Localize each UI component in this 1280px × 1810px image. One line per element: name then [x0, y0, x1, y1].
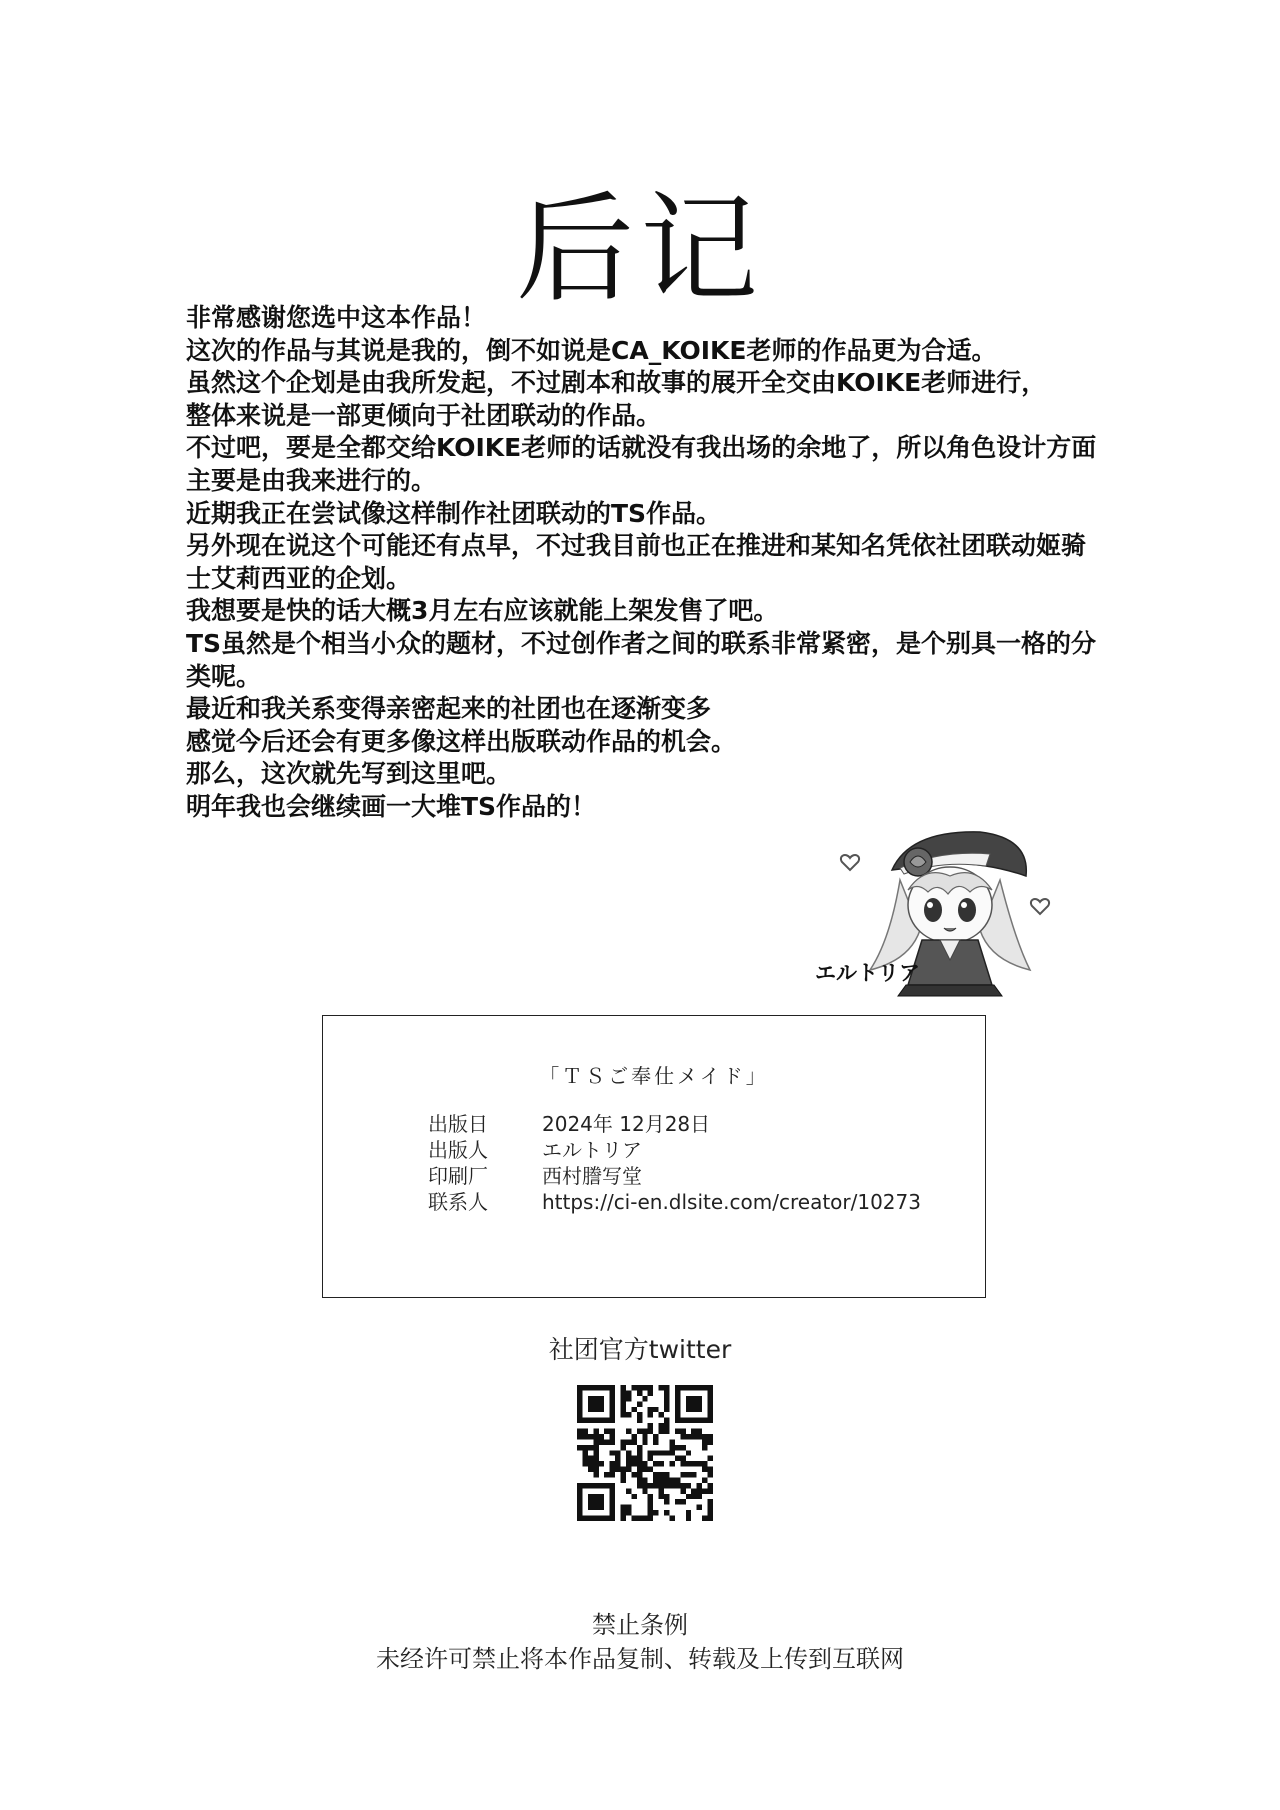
colophon-value: エルトリア	[542, 1138, 642, 1162]
qr-code[interactable]	[577, 1385, 713, 1521]
colophon-row	[428, 1137, 921, 1163]
colophon-box	[322, 1015, 986, 1298]
body-line: 非常感谢您选中这本作品！	[186, 303, 487, 332]
body-line: 这次的作品与其说是我的，倒不如说是CA_KOIKE老师的作品更为合适。	[186, 335, 997, 365]
body-line: 近期我正在尝试像这样制作社团联动的TS作品。	[186, 498, 722, 528]
body-line: 不过吧，要是全都交给KOIKE老师的话就没有我出场的余地了，所以角色设计方面	[186, 433, 1097, 463]
prohibition-text: 未经许可禁止将本作品复制、转载及上传到互联网	[376, 1645, 904, 1673]
colophon-label: 印刷厂	[428, 1164, 488, 1188]
colophon-value: 西村謄写堂	[542, 1164, 642, 1188]
afterword-body	[186, 302, 1176, 824]
body-line: TS虽然是个相当小众的题材，不过创作者之间的联系非常紧密，是个别具一格的分	[186, 628, 1097, 658]
body-line: 另外现在说这个可能还有点早，不过我目前也正在推进和某知名凭依社团联动姬骑	[186, 531, 1087, 561]
colophon-row	[428, 1189, 921, 1215]
body-line: 明年我也会继续画一大堆TS作品的！	[186, 791, 597, 821]
colophon-label: 出版日	[428, 1112, 488, 1136]
colophon-label: 出版人	[428, 1138, 488, 1162]
body-line: 士艾莉西亚的企划。	[186, 563, 412, 593]
body-line: 主要是由我来进行的。	[186, 465, 437, 495]
body-line: 最近和我关系变得亲密起来的社团也在逐渐变多	[186, 694, 712, 724]
body-line: 虽然这个企划是由我所发起，不过剧本和故事的展开全交由KOIKE老师进行，	[186, 368, 1047, 398]
body-line: 类呢。	[186, 661, 262, 691]
colophon-value: 2024年 12月28日	[542, 1112, 711, 1136]
author-signature: エルトリア	[815, 960, 920, 985]
contact-url[interactable]: https://ci-en.dlsite.com/creator/10273	[542, 1190, 921, 1214]
body-line: 整体来说是一部更倾向于社团联动的作品。	[186, 400, 662, 430]
twitter-label: 社团官方twitter	[548, 1335, 732, 1364]
colophon-row	[428, 1111, 921, 1137]
body-line: 我想要是快的话大概3月左右应该就能上架发售了吧。	[186, 596, 779, 626]
colophon-row	[428, 1163, 921, 1189]
colophon-rows	[428, 1111, 921, 1215]
colophon-label: 联系人	[428, 1190, 488, 1214]
work-title: 「ＴＳご奉仕メイド」	[539, 1064, 769, 1088]
body-line: 那么，这次就先写到这里吧。	[186, 759, 512, 789]
page-title: 后记	[515, 180, 764, 319]
prohibition-heading: 禁止条例	[592, 1611, 688, 1639]
body-line: 感觉今后还会有更多像这样出版联动作品的机会。	[186, 726, 737, 756]
